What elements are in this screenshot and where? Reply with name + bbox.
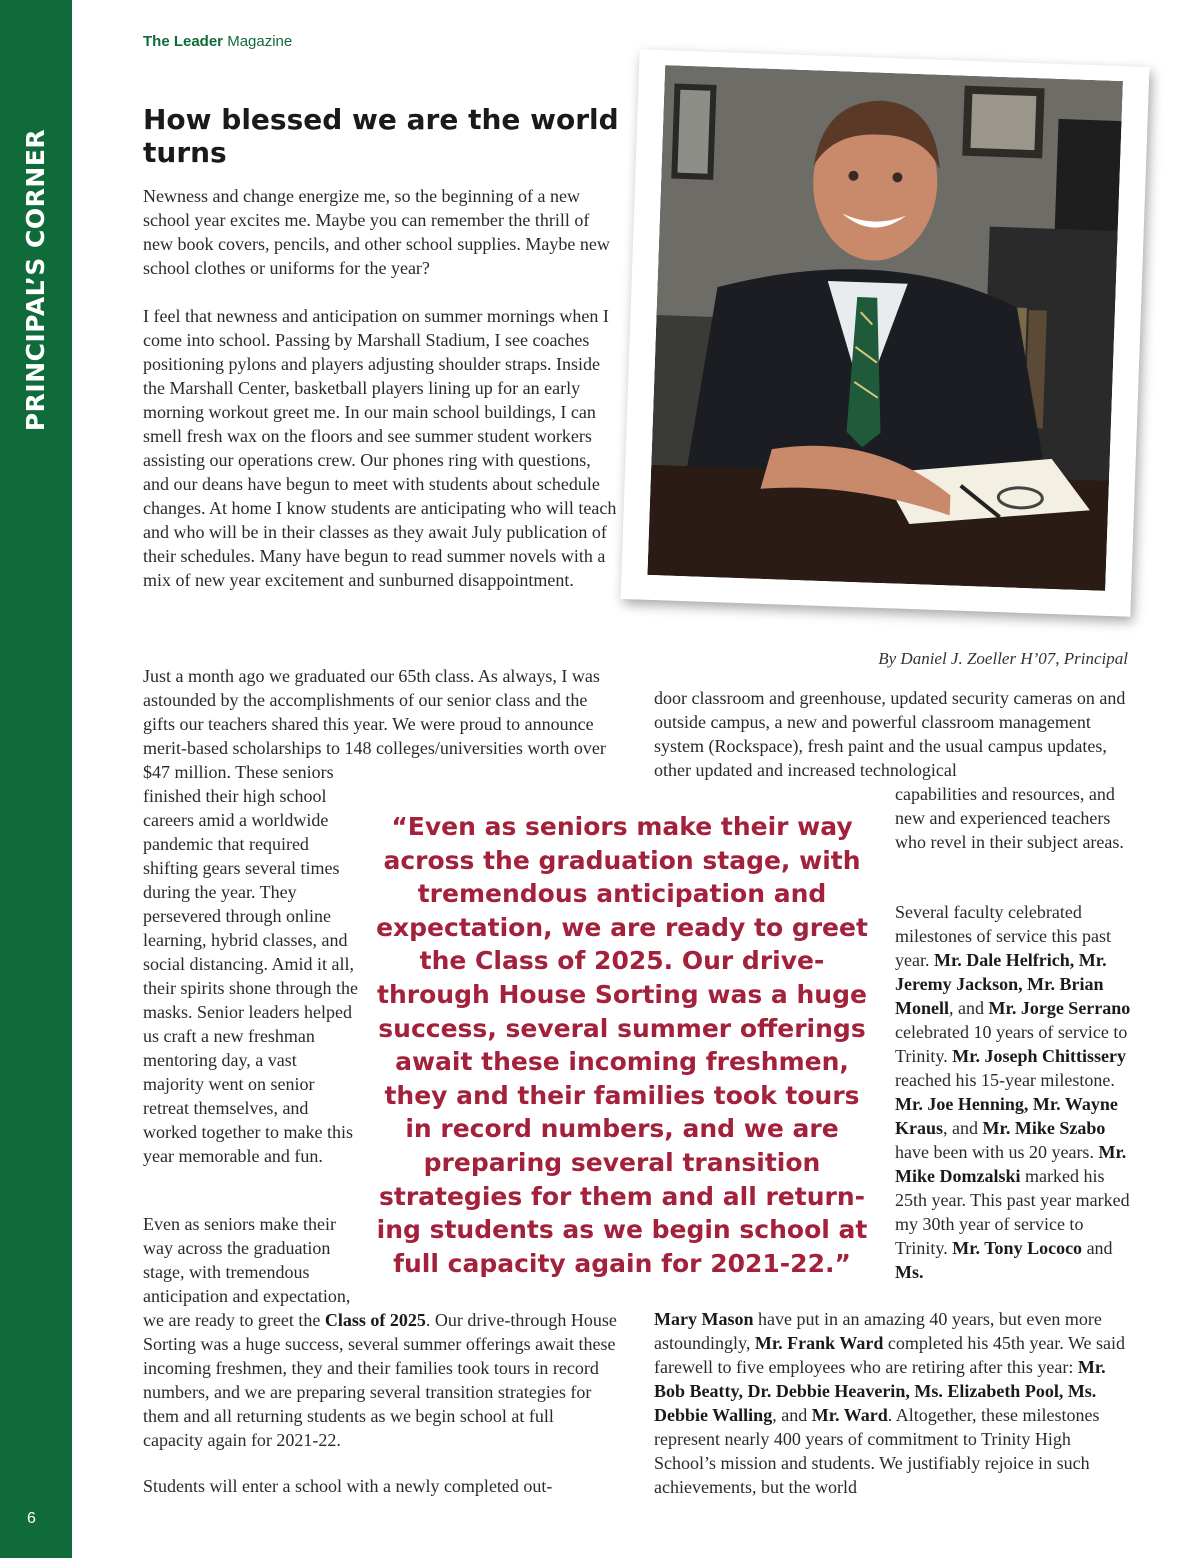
text-span: Several faculty celebrated milestones of service this past year. [895,902,1111,970]
paragraph-graduation: Just a month ago we graduated our 65th class. As always, I was astounded by the accomplishments of our senior class and the gifts our teachers shared this year. We were proud to announce merit-based scholarships to 148 colleges/universities worth over $47 million. These seniors [143,666,606,782]
bold-name: Mr. Jorge Serrano [988,998,1131,1018]
pull-quote: “Even as seniors make their way across the graduation stage, with tremendous anticipation and expectation, we are ready to greet the Class of 2025. Our drive-through House Sorting was a huge success, several summer offerings await these incoming freshmen, they and their families took tours in record numbers, and we are preparing several transition strategies for them and all return-ing students as we begin school at full capacity again for 2021-22.” [376,812,868,1278]
article-headline: How blessed we are the world turns [143,103,619,169]
masthead-suffix: Magazine [227,33,293,50]
photo-frame [621,49,1150,616]
principal-photo-illustration [647,65,1123,591]
text-span: we are ready to greet the [143,1310,325,1330]
sidebar [0,0,72,1558]
bold-name: Class of 2025 [324,1310,426,1330]
paragraph-class-2025-start: Even as seniors make their way across the graduation stage, with tremendous anticipation and expectation, [143,1214,351,1306]
bold-name: Mr. Tony Lococo [952,1238,1083,1258]
text-span: , and [772,1405,812,1425]
text-span: marked his 25th year. This past year marked my 30th year of service to Trinity. [895,1166,1130,1258]
paragraph-intro: Newness and change energize me, so the beginning of a new school year excites me. Maybe you can remember the thrill of new book covers, pencils, and other school supplies. Maybe new school clothes or uniforms for the year? [143,186,610,278]
paragraph-class-2025 [143,1308,618,1452]
paragraph-summer-mornings: I feel that newness and anticipation on summer mornings when I come into school. Passing by Marshall Stadium, I see coaches positioning pylons and players adjusting shoulder straps. Inside the Marshall Center, basketball players lining up for an early morning workout greet me. In our main school buildings, I can smell fresh wax on the floors and see summer student workers assisting our operations crew. Our phones ring with questions, and our deans have begun to meet with students about schedule changes. At home I know students are anticipating who will teach and who will be in their classes as they await July publication of their schedules. Many have begun to read summer novels with a mix of new year excitement and sunburned disappointment. [143,306,617,590]
paragraph-capabilities: capabilities and resources, and new and experienced teachers who revel in their subject areas. [895,784,1124,852]
bold-name: Ms. [895,1262,924,1282]
bold-name: Mr. Joseph Chittissery [952,1046,1127,1066]
principal-photo [647,65,1123,591]
bold-name: Mr. Dale Helfrich, Mr. Jeremy Jackson, Mr. Brian Monell [895,950,1107,1018]
bold-name: Mr. Ward [811,1405,888,1425]
text-span: have been with us 20 years. [895,1142,1099,1162]
text-span: completed his 45th year. We said farewell to five employees who are retiring after this year: [654,1333,1126,1377]
text-span: , and [949,998,989,1018]
page-number: 6 [27,1510,36,1527]
bold-name: Mr. Mike Szabo [982,1118,1106,1138]
text-span: reached his 15-year milestone. [895,1070,1115,1090]
text-span: . Our drive-through House Sorting was a huge success, several summer offerings await these incoming freshmen, they and their families took tours in record numbers, and we are preparing several transition strategies for them and all returning students as we begin school at full capacity again for 2021-22. [143,1310,617,1450]
bold-name: Mary Mason [654,1309,754,1329]
text-span: and [1082,1238,1113,1258]
text-span: have put in an amazing 40 years, but even more astoundingly, [654,1309,1102,1353]
masthead-brand: The Leader [143,33,224,50]
masthead [143,33,292,50]
text-span: celebrated 10 years of service to Trinity. [895,1022,1128,1066]
paragraph-campus-updates: door classroom and greenhouse, updated security cameras on and outside campus, a new and powerful classroom management system (Rockspace), fresh paint and the usual campus updates, other updated and increased technological [654,688,1126,780]
bold-name: Mr. Bob Beatty, Dr. Debbie Heaverin, Ms. Elizabeth Pool, Ms. Debbie Walling [654,1357,1106,1425]
section-title: PRINCIPAL’S CORNER [21,128,50,432]
paragraph-new-school: Students will enter a school with a newly completed out- [143,1476,553,1496]
text-span: . Altogether, these milestones represent nearly 400 years of commitment to Trinity High School’s mission and students. We justifiably rejoice in such achievements, but the world [654,1405,1100,1497]
bold-name: Mr. Mike Domzalski [895,1142,1127,1186]
paragraph-seniors: finished their high school careers amid a worldwide pandemic that required shifting gears several times during the year. They persevered through online learning, hybrid classes, and social distancing. Amid it all, their spirits shone through the masks. Senior leaders helped us craft a new freshman mentoring day, a vast majority went on senior retreat themselves, and worked together to make this year memorable and fun. [143,786,358,1166]
paragraph-milestones-continued [654,1307,1129,1499]
text-span: , and [943,1118,983,1138]
bold-name: Mr. Joe Henning, Mr. Wayne Kraus [895,1094,1118,1138]
byline: By Daniel J. Zoeller H’07, Principal [878,649,1128,668]
bold-name: Mr. Frank Ward [754,1333,884,1353]
paragraph-milestones [895,900,1135,1284]
